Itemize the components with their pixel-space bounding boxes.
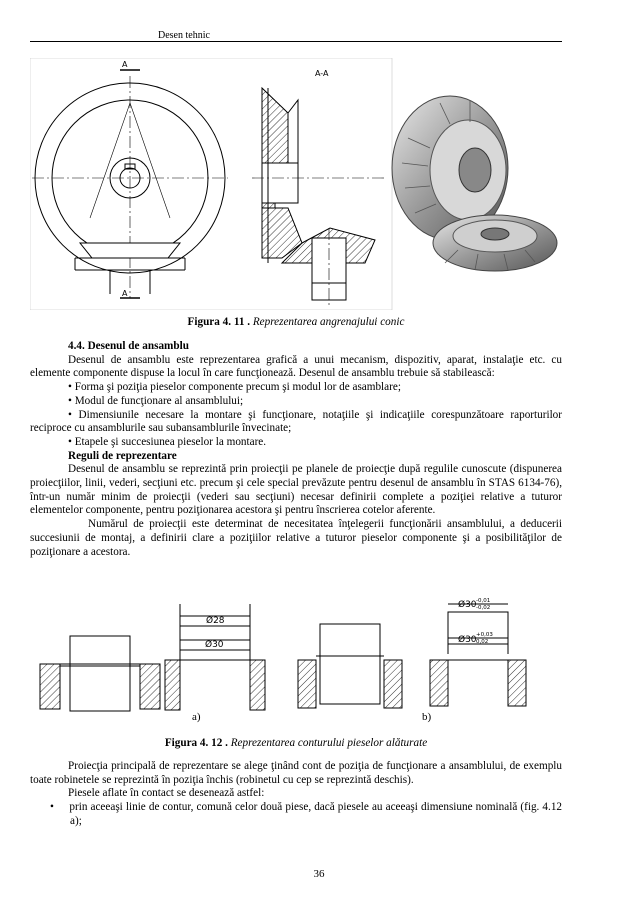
- gear-section-view: [252, 88, 385, 308]
- assembly-b-left: [298, 624, 402, 708]
- paragraph-5: Piesele aflate în contact se desenează astfel:: [68, 787, 265, 800]
- caption-number: Figura 4. 12 .: [164, 737, 228, 749]
- paragraph-2: Desenul de ansamblu se reprezintă prin proiecţii pe planele de proiecţie după regulile cunoscute (dispunerea proiecţiilor, linii, vederi, secţiuni etc. precum şi cele special prevăzute pentru desenul de ansamblu în STAS 6134-76), într-un număr minim de proiecţii (vederi sau secţiuni) necesar definirii complete a poziţiei relative a tuturor elementelor componente, pentru poziţionarea acestora şi pentru înscrierea cotelor aferente.: [30, 463, 562, 517]
- dim-b-bottom: Ø30: [458, 635, 477, 645]
- dim-b-bottom-tol-down: 0,02: [476, 639, 489, 645]
- assembly-a-left: [40, 636, 160, 711]
- page-header-title: Desen tehnic: [158, 30, 210, 41]
- label-b: b): [422, 711, 432, 723]
- dim-b-top-tol-up: -0,01: [476, 598, 491, 604]
- contour-drawing: [30, 596, 562, 724]
- rules-heading: Reguli de reprezentare: [68, 449, 177, 462]
- figure-4-11-caption: [30, 316, 562, 328]
- paragraph-1: Desenul de ansamblu este reprezentarea grafică a unui mecanism, dispozitiv, aparat, instalaţie etc. cu elemente componente dispuse la locul în care funcţionează. Desenul de ansamblu trebuie să stabilească:: [30, 353, 562, 380]
- section-mark-top: A: [122, 60, 128, 69]
- bevel-gear-drawing: [30, 58, 562, 310]
- section-mark-bottom: A: [122, 289, 128, 298]
- caption-text: Reprezentarea angrenajului conic: [252, 316, 405, 328]
- page-number: 36: [313, 868, 325, 880]
- bullet-2: • Modul de funcţionare al ansamblului;: [68, 394, 244, 407]
- caption-number: Figura 4. 11 .: [187, 316, 251, 328]
- gear-front-view: [32, 76, 228, 298]
- bullet-1: • Forma şi poziţia pieselor componente precum şi modul lor de asamblare;: [68, 381, 401, 394]
- dim-b-top: Ø30: [458, 600, 477, 610]
- bullet-3: • Dimensiunile necesare la montare şi funcţionare, notaţiile şi indicaţiile corespunzătoare raporturilor reciproce cu ansamblurile sau subansamblurile învecinate;: [30, 408, 563, 435]
- section-heading: 4.4. Desenul de ansamblu: [68, 340, 189, 352]
- section-label: A-A: [315, 69, 329, 78]
- paragraph-3: Numărul de proiecţii este determinat de necesitatea înţelegerii funcţionării ansamblului, a deducerii succesiunii de montaj, a definirii clare a poziţiilor relative a tuturor pieselor componente şi a posibilităţilor de poziţionare a acestora.: [30, 518, 562, 558]
- bullet-4: • Etapele şi succesiunea pieselor la montare.: [68, 435, 267, 448]
- assembly-b-dims: [430, 604, 526, 706]
- paragraph-4: Proiecţia principală de reprezentare se alege ţinând cont de poziţia de funcţionare a ansamblului, de exemplu toate robinetele se reprezintă în poziţia închis (robinetul cu cep se reprezintă deschis).: [30, 760, 562, 786]
- section-4-4: [30, 340, 562, 559]
- dim-a-bottom: Ø30: [205, 640, 224, 650]
- bullet-contour: • prin aceeaşi linie de contur, comună celor două piese, dacă piesele au aceeaşi dimensiune nominală (fig. 4.12 a);: [50, 801, 563, 827]
- dim-b-bottom-tol-up: +0,03: [476, 632, 493, 638]
- dim-b-top-tol-down: -0,02: [476, 605, 491, 611]
- after-figure-text: [30, 760, 562, 829]
- dim-a-top: Ø28: [206, 616, 225, 626]
- label-a: a): [192, 711, 201, 723]
- caption-text: Reprezentarea conturului pieselor alăturate: [230, 737, 428, 749]
- figure-4-12-caption: [30, 737, 562, 749]
- bevel-gears-3d-image: [392, 96, 557, 271]
- header-rule: [30, 41, 562, 42]
